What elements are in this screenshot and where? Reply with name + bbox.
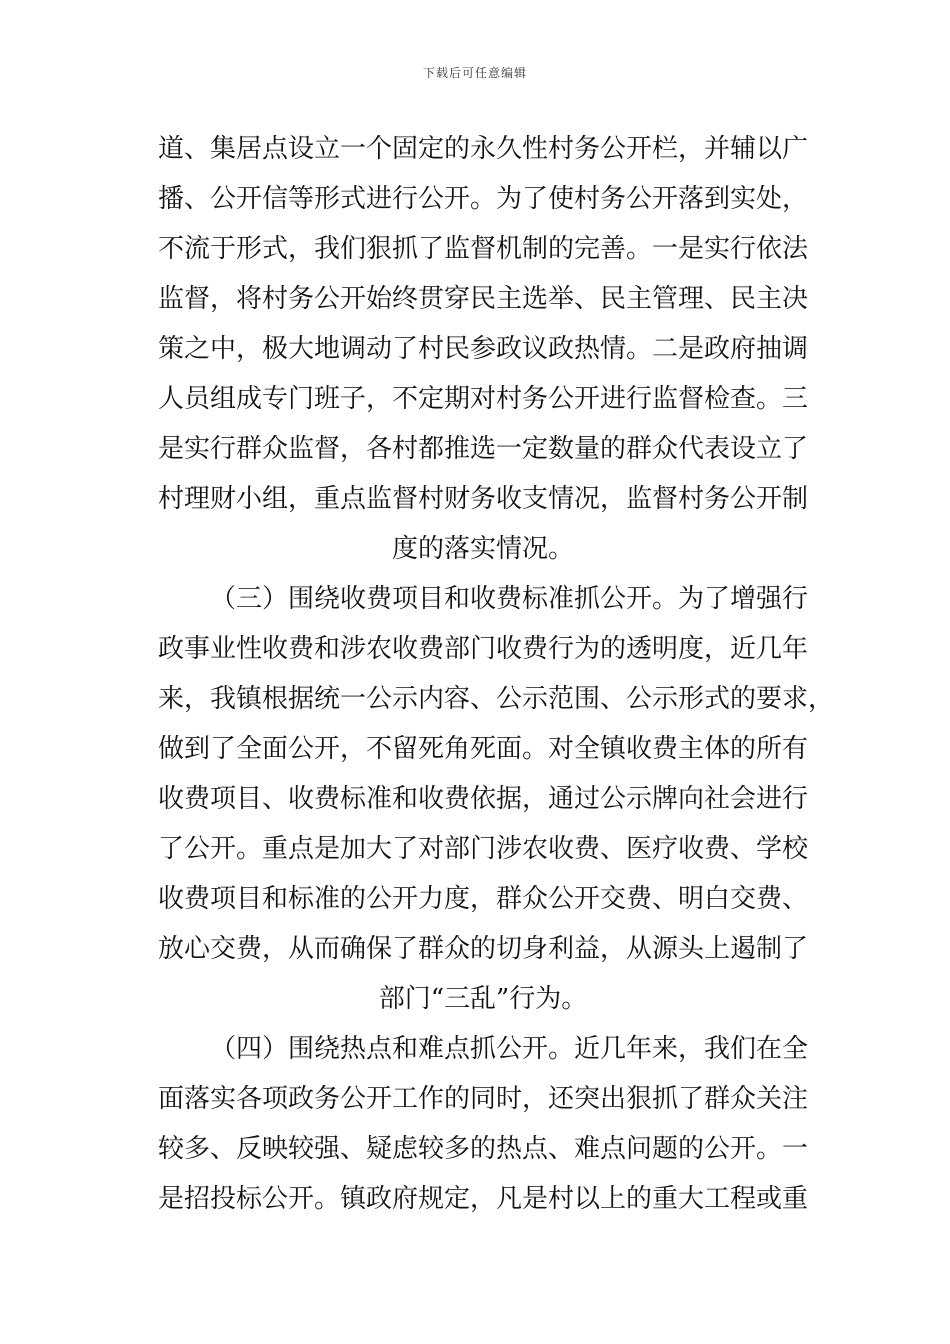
paragraph-line: 较多、反映较强、疑虑较多的热点、难点问题的公开。一	[158, 1134, 809, 1164]
paragraph-last-line: 部门“三乱”行为。	[378, 984, 588, 1014]
paragraph-line: 是实行群众监督，各村都推选一定数量的群众代表设立了	[158, 434, 809, 464]
paragraph-line: 人员组成专门班子，不定期对村务公开进行监督检查。三	[158, 384, 809, 414]
paragraph-line: 做到了全面公开，不留死角死面。对全镇收费主体的所有	[158, 734, 809, 764]
paragraph-line: 监督，将村务公开始终贯穿民主选举、民主管理、民主决	[158, 284, 809, 314]
section-heading-line: （三）围绕收费项目和收费标准抓公开。为了增强行	[210, 584, 809, 614]
paragraph-line: 收费项目、收费标准和收费依据，通过公示牌向社会进行	[158, 784, 809, 814]
paragraph-line: 策之中，极大地调动了村民参政议政热情。二是政府抽调	[158, 334, 809, 364]
paragraph-line: 面落实各项政务公开工作的同时，还突出狠抓了群众关注	[158, 1084, 809, 1114]
paragraph-line: 村理财小组，重点监督村财务收支情况，监督村务公开制	[158, 484, 809, 514]
paragraph-line: 政事业性收费和涉农收费部门收费行为的透明度，近几年	[158, 634, 809, 664]
section-heading-line: （四）围绕热点和难点抓公开。近几年来，我们在全	[210, 1034, 809, 1064]
paragraph-line: 播、公开信等形式进行公开。为了使村务公开落到实处，	[158, 184, 809, 214]
paragraph-line: 不流于形式，我们狠抓了监督机制的完善。一是实行依法	[158, 234, 809, 264]
paragraph-line: 了公开。重点是加大了对部门涉农收费、医疗收费、学校	[158, 834, 809, 864]
header-note: 下载后可任意编辑	[422, 66, 527, 80]
document-body	[158, 124, 835, 1224]
paragraph-last-line: 度的落实情况。	[391, 534, 574, 564]
paragraph-line: 道、集居点设立一个固定的永久性村务公开栏，并辅以广	[158, 134, 809, 164]
paragraph-line: 来，我镇根据统一公示内容、公示范围、公示形式的要求，	[158, 684, 835, 714]
paragraph-line: 放心交费，从而确保了群众的切身利益，从源头上遏制了	[158, 934, 809, 964]
paragraph-line: 是招投标公开。镇政府规定，凡是村以上的重大工程或重	[158, 1184, 809, 1214]
paragraph-line: 收费项目和标准的公开力度，群众公开交费、明白交费、	[158, 884, 809, 914]
